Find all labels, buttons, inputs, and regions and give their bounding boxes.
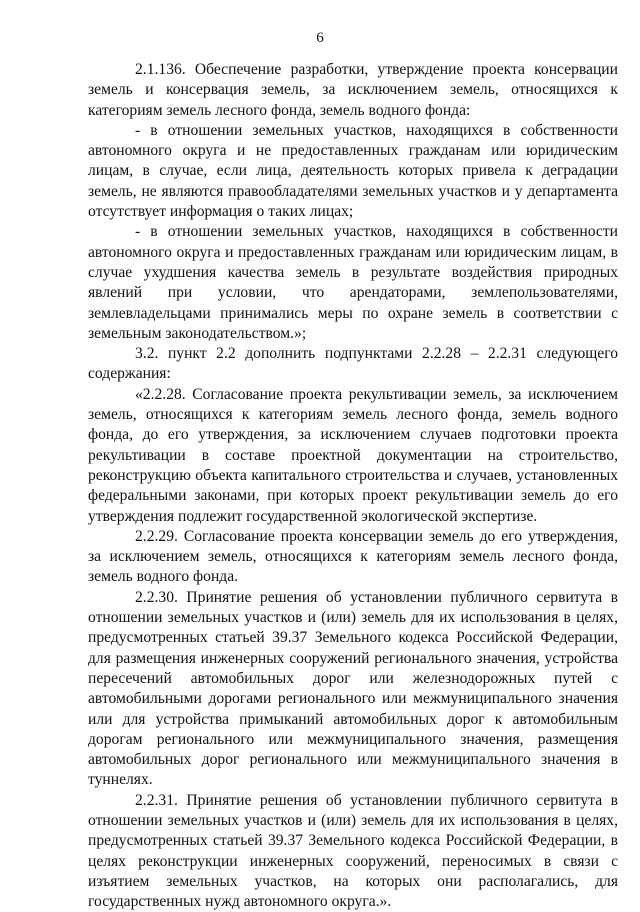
paragraph-2-2-31: 2.2.31. Принятие решения об установлении публичного сервитута в отношении земельных участков и (или) земель для их использования в целях, предусмотренных статьей 39.37 Земельного кодекса Российской Федерации, в целях реконструкции инженерных сооружений, переносимых в связи с изъятием земельных участков, на которых они располагались, для государственных нужд автономного округа.». bbox=[88, 791, 618, 911]
paragraph-2-2-29: 2.2.29. Согласование проекта консервации земель до его утверждения, за исключением земель, относящихся к категориям земель лесного фонда, земель водного фонда. bbox=[88, 527, 618, 586]
paragraph-2-1-136: 2.1.136. Обеспечение разработки, утверждение проекта консервации земель и консервация земель, за исключением земель, относящихся к категориям земель лесного фонда, земель водного фонда: bbox=[88, 61, 618, 119]
page-number: 6 bbox=[316, 30, 324, 46]
document-body bbox=[88, 60, 618, 912]
paragraph-3-2: 3.2. пункт 2.2 дополнить подпунктами 2.2.28 – 2.2.31 следующего содержания: bbox=[88, 345, 618, 383]
list-item-provided-land: - в отношении земельных участков, находящихся в собственности автономного округа и предоставленных гражданам или юридическим лицам, в случае ухудшения качества земель в результате воздействия природных явлений при условии, что арендаторами, землепользователями, землевладельцами принимались меры по охране земель в соответствии с земельным законодательством.»; bbox=[88, 223, 618, 342]
paragraph-2-2-28: «2.2.28. Согласование проекта рекультивации земель, за исключением земель, относящихся к категориям земель лесного фонда, земель водного фонда, до его утверждения, за исключением случаев подготовки проекта рекультивации в составе проектной документации на строительство, реконструкцию объекта капитального строительства и случаев, установленных федеральными законами, при которых проект рекультивации земель до его утверждения подлежит государственной экологической экспертизе. bbox=[88, 385, 618, 525]
list-item-not-provided-land: - в отношении земельных участков, находящихся в собственности автономного округа и не предоставленных гражданам или юридическим лицам, в случае, если лица, деятельность которых привела к деградации земель, не являются правообладателями земельных участков и у департамента отсутствует информация о таких лицах; bbox=[88, 121, 618, 221]
paragraph-2-2-30: 2.2.30. Принятие решения об установлении публичного сервитута в отношении земельных участков и (или) земель для их использования в целях, предусмотренных статьей 39.37 Земельного кодекса Российской Федерации, для размещения инженерных сооружений регионального значения, устройства пересечений автомобильных дорог или железнодорожных путей с автомобильными дорогами регионального или межмуниципального значения или для устройства примыканий автомобильных дорог к автомобильным дорогам регионального или межмуниципального значения, размещения автомобильных дорог регионального или межмуниципального значения в туннелях. bbox=[88, 588, 618, 789]
